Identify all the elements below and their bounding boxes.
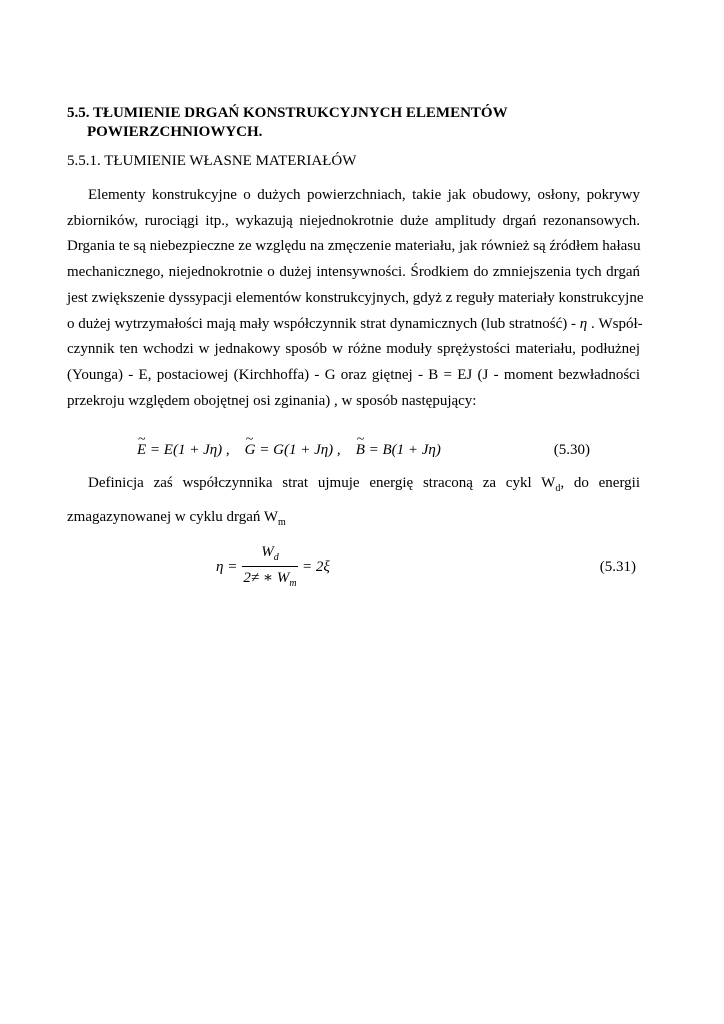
tilde-modulus-g: ~ G xyxy=(245,440,256,460)
paragraph-text: Definicja zaś współczynnika strat ujmuje energię straconą za cykl W xyxy=(88,475,556,491)
fraction xyxy=(242,544,298,589)
paragraph-text: , do energii xyxy=(560,475,640,491)
paragraph-line: (Younga) - E, postaciowej (Kirchhoffa) - G oraz giętnej - B = EJ (J - moment bezwładności xyxy=(67,366,640,383)
equation-5-30 xyxy=(137,440,640,460)
paragraph-definition xyxy=(67,469,640,537)
equation-lhs: η = xyxy=(216,559,238,575)
tilde-modulus-e: ~ E xyxy=(137,440,146,460)
paragraph-line: mechanicznego, niejednokrotnie o dużej intensywności. Środkiem do zmniejszenia tych drgań xyxy=(67,264,640,281)
fraction-bar xyxy=(242,566,298,567)
paragraph-line: Elementy konstrukcyjne o dużych powierzchniach, takie jak obudowy, osłony, pokrywy xyxy=(88,187,640,203)
subscript: d xyxy=(273,552,279,563)
paragraph-line xyxy=(67,503,640,537)
paragraph-line-with-symbol xyxy=(67,312,643,338)
subscript: m xyxy=(289,578,297,589)
fraction-denominator xyxy=(242,568,298,589)
eta-symbol: η xyxy=(579,315,588,332)
tilde-modulus-b: ~ B xyxy=(356,440,365,460)
paragraph-text: zmagazynowanej w cyklu drgań W xyxy=(67,509,279,525)
paragraph-line: Drgania te są niebezpieczne ze względu na zmęczenie materiału, jak również są źródłem hałasu xyxy=(67,238,641,255)
section-heading-line1: 5.5. TŁUMIENIE DRGAŃ KONSTRUKCYJNYCH ELEMENTÓW xyxy=(67,105,508,121)
paragraph-line: jest zwiększenie dyssypacji elementów konstrukcyjnych, gdyż z reguły materiały konstrukcyjne xyxy=(67,289,644,306)
paragraph-line: zbiorników, rurociągi itp., wykazują niejednokrotnie duże amplitudy drgań rezonansowych. xyxy=(67,212,640,229)
equation-term: = B(1 + Jη) xyxy=(368,442,441,458)
equation-rhs: = 2ξ xyxy=(302,559,330,575)
subsection-heading: 5.5.1. TŁUMIENIE WŁASNE MATERIAŁÓW xyxy=(67,153,357,169)
paragraph-text: . Współ- xyxy=(587,315,643,332)
equation-term: = G(1 + Jη) , xyxy=(259,442,341,458)
paragraph-intro xyxy=(67,183,644,414)
numerator-symbol: W xyxy=(261,544,274,560)
section-heading xyxy=(67,104,667,142)
equation-number: (5.30) xyxy=(553,442,590,458)
denominator-symbol: 2≠ ∗ W xyxy=(243,570,290,586)
subscript: m xyxy=(278,517,286,528)
equation-5-31 xyxy=(216,544,636,594)
paragraph-text: o dużej wytrzymałości mają mały współczynnik strat dynamicznych (lub stratność) - xyxy=(67,315,580,332)
fraction-numerator xyxy=(242,544,298,564)
subscript: d xyxy=(555,483,561,494)
paragraph-line: czynnik ten wchodzi w jednakowy sposób w różne moduły sprężystości materiału, podłużnej xyxy=(67,341,640,358)
equation-term: = E(1 + Jη) , xyxy=(149,442,230,458)
equation-expression xyxy=(137,442,441,458)
section-heading-line2: POWIERZCHNIOWYCH. xyxy=(87,124,263,140)
paragraph-line: przekroju względem obojętnej osi zginania) , w sposób następujący: xyxy=(67,392,477,409)
equation-number: (5.31) xyxy=(599,559,636,575)
paragraph-line xyxy=(67,469,640,503)
